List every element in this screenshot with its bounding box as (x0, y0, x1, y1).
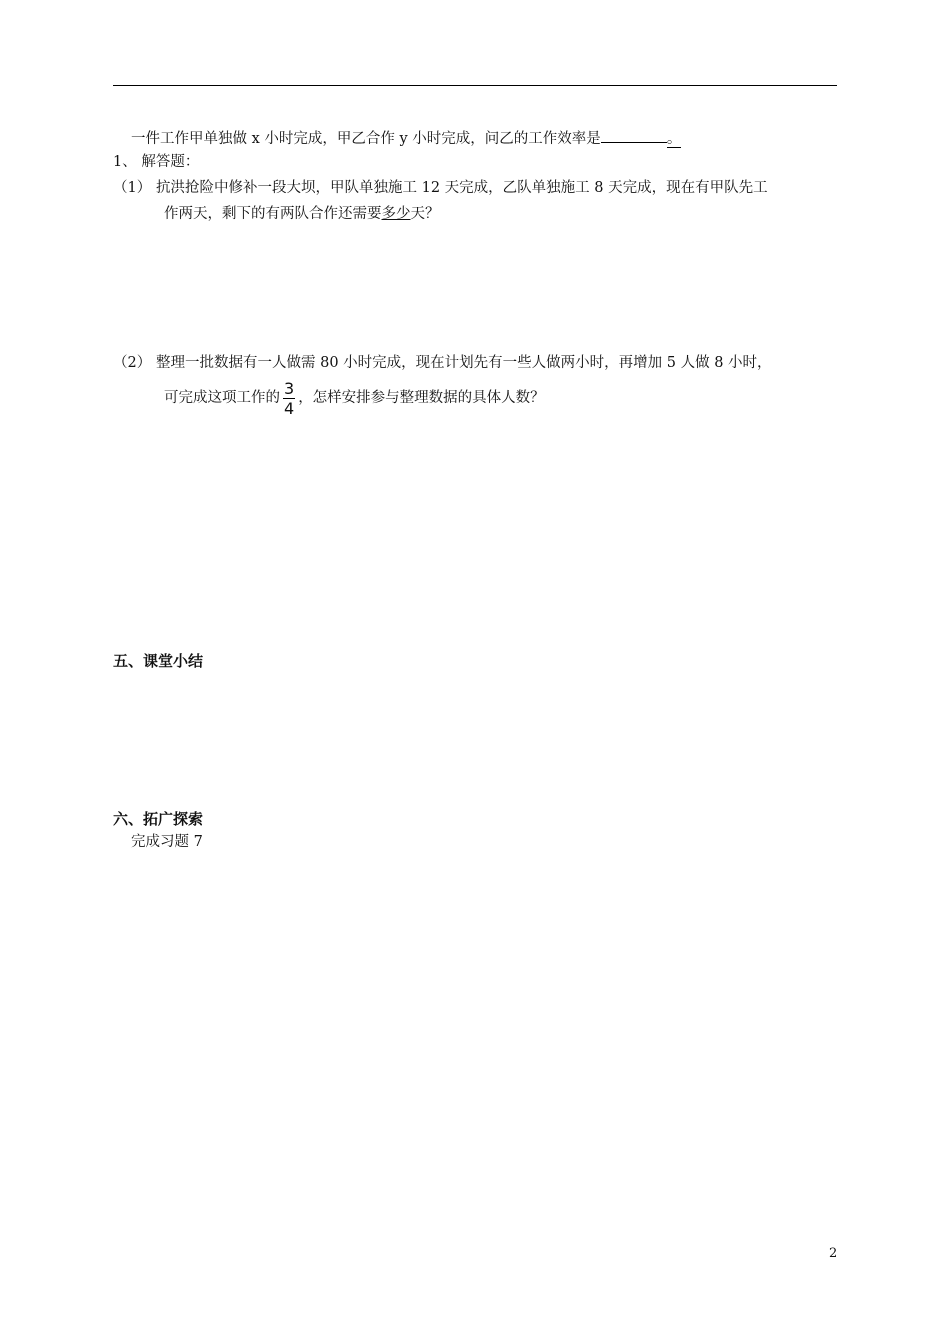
section5-title: 五、课堂小结 (113, 652, 204, 670)
problem2-line2-after: ，怎样安排参与整理数据的具体人数？ (298, 390, 545, 406)
fraction-denominator: 4 (284, 398, 295, 418)
problem2-number: （2） (113, 355, 152, 371)
problem2-line2-before: 可完成这项工作的 (164, 390, 280, 406)
problem2-line1: 整理一批数据有一人做需 80 小时完成，现在计划先有一些人做两小时，再增加 5 人做 8 小时， (156, 355, 772, 371)
fill-blank-prefix: 一件工作甲单独做 x 小时完成，甲乙合作 y 小时完成，问乙的工作效率是 (131, 131, 601, 147)
section6-content: 完成习题 7 (131, 834, 203, 850)
problem1-underlined: 多少 (381, 206, 411, 222)
problem1-line1: 抗洪抢险中修补一段大坝，甲队单独施工 12 天完成，乙队单独施工 8 天完成，现在有甲队先工 (156, 180, 768, 196)
answer-blank (601, 128, 667, 143)
problem1-line2-before: 作两天，剩下的有两队合作还需要 (164, 206, 382, 222)
fill-blank-suffix: 。 (666, 131, 682, 147)
section-solve-heading: 1、 解答题： (113, 154, 200, 170)
fill-blank-question (131, 128, 681, 149)
header-rule (113, 85, 837, 86)
fraction-numerator: 3 (284, 378, 295, 398)
problem1-line2-after: 天？ (410, 206, 440, 222)
section6-title: 六、拓广探索 (113, 810, 204, 828)
problem2-line2 (164, 376, 545, 420)
fraction (282, 379, 296, 418)
problem1-number: （1） (113, 180, 152, 196)
page-number: 2 (829, 1246, 838, 1261)
problem1-line2 (164, 204, 440, 224)
